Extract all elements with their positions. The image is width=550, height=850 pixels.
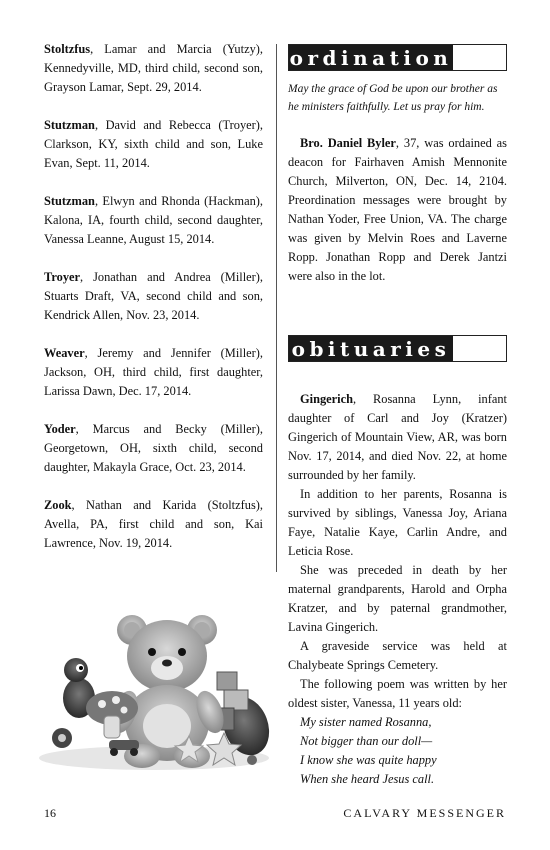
birth-surname: Yoder (44, 422, 76, 436)
obituaries-section (288, 390, 507, 789)
birth-entry (44, 268, 263, 325)
ordination-heading: ordination (289, 45, 453, 70)
birth-details: , Elwyn and Rhonda (Hackman), Kalona, IA, fourth child, second daughter, Vanessa Leanne, August 15, 2014. (44, 194, 263, 246)
obituary-intro (288, 390, 507, 485)
birth-details: , David and Rebecca (Troyer), Clarkson, KY, sixth child and son, Luke Evan, Sept. 11, 2014. (44, 118, 263, 170)
ordination-banner (288, 44, 507, 71)
ordination-prayer: May the grace of God be upon our brother as he ministers faithfully. Let us pray for him. (288, 83, 498, 113)
birth-entry (44, 192, 263, 249)
obituary-service: A graveside service was held at Chalybeate Springs Cemetery. (288, 639, 507, 672)
birth-entry (44, 344, 263, 401)
birth-entry (44, 496, 263, 553)
poem-line: When she heard Jesus call. (300, 772, 435, 786)
obituary-intro-text: , Rosanna Lynn, infant daughter of Carl and Joy (Kratzer) Gingerich of Mountain View, AR, was born Nov. 17, 2014, and died Nov. 22, at home surrounded by her family. (288, 392, 507, 482)
poem-line: My sister named Rosanna, (300, 715, 432, 729)
birth-details: , Jonathan and Andrea (Miller), Stuarts Draft, VA, second child and son, Kendrick Allen, Nov. 23, 2014. (44, 270, 263, 322)
obituary-survivors: In addition to her parents, Rosanna is survived by siblings, Vanessa Joy, Ariana Faye, Natalie Kaye, Carlin Andre, and Leticia Rose. (288, 487, 507, 558)
birth-entry (44, 116, 263, 173)
ordination-name: Bro. Daniel Byler (300, 136, 396, 150)
obituary-name: Gingerich (300, 392, 353, 406)
births-column (44, 40, 263, 572)
column-divider (276, 44, 277, 572)
teddy-bear-toys-icon (24, 608, 274, 778)
page-footer (44, 806, 506, 821)
magazine-name: CALVARY MESSENGER (343, 806, 506, 820)
ordination-paragraph (288, 134, 507, 286)
birth-surname: Stoltzfus (44, 42, 91, 56)
birth-entry (44, 40, 263, 97)
birth-entry (44, 420, 263, 477)
poem-line: Not bigger than our doll— (300, 734, 433, 748)
page-number: 16 (44, 806, 56, 820)
birth-details: , Jeremy and Jennifer (Miller), Jackson, OH, third child, first daughter, Larissa Dawn, Dec. 17, 2014. (44, 346, 263, 398)
birth-surname: Troyer (44, 270, 81, 284)
obituaries-banner (288, 335, 507, 362)
poem-line: I know she was quite happy (300, 753, 437, 767)
obituaries-heading: obituaries (289, 336, 453, 361)
ordination-section (288, 80, 507, 286)
birth-details: , Nathan and Karida (Stoltzfus), Avella, PA, first child and son, Kai Lawrence, Nov. 19, 2014. (44, 498, 263, 550)
birth-surname: Stutzman (44, 118, 95, 132)
obituary-preceded: She was preceded in death by her maternal grandparents, Harold and Orpha Kratzer, and by paternal grandmother, Lavina Gingerich. (288, 563, 507, 634)
birth-surname: Weaver (44, 346, 85, 360)
obituary-poem-intro: The following poem was written by her oldest sister, Vanessa, 11 years old: (288, 677, 507, 710)
birth-details: , Marcus and Becky (Miller), Georgetown, OH, sixth child, second daughter, Makayla Grace, Oct. 23, 2014. (44, 422, 263, 474)
birth-details: , Lamar and Marcia (Yutzy), Kennedyville, MD, third child, second son, Grayson Lamar, Sept. 29, 2014. (44, 42, 263, 94)
obituary-poem (300, 713, 507, 789)
birth-surname: Stutzman (44, 194, 95, 208)
ordination-text: , 37, was ordained as deacon for Fairhaven Amish Mennonite Church, Milverton, ON, Dec. 14, 2104. Preordination messages were brought by Nathan Yoder, Free Union, VA. The charge was given by Melvin Roes and Laverne Ropp. Jonathan Ropp and Derek Jantzi were also in the lot. (288, 136, 507, 283)
birth-surname: Zook (44, 498, 72, 512)
